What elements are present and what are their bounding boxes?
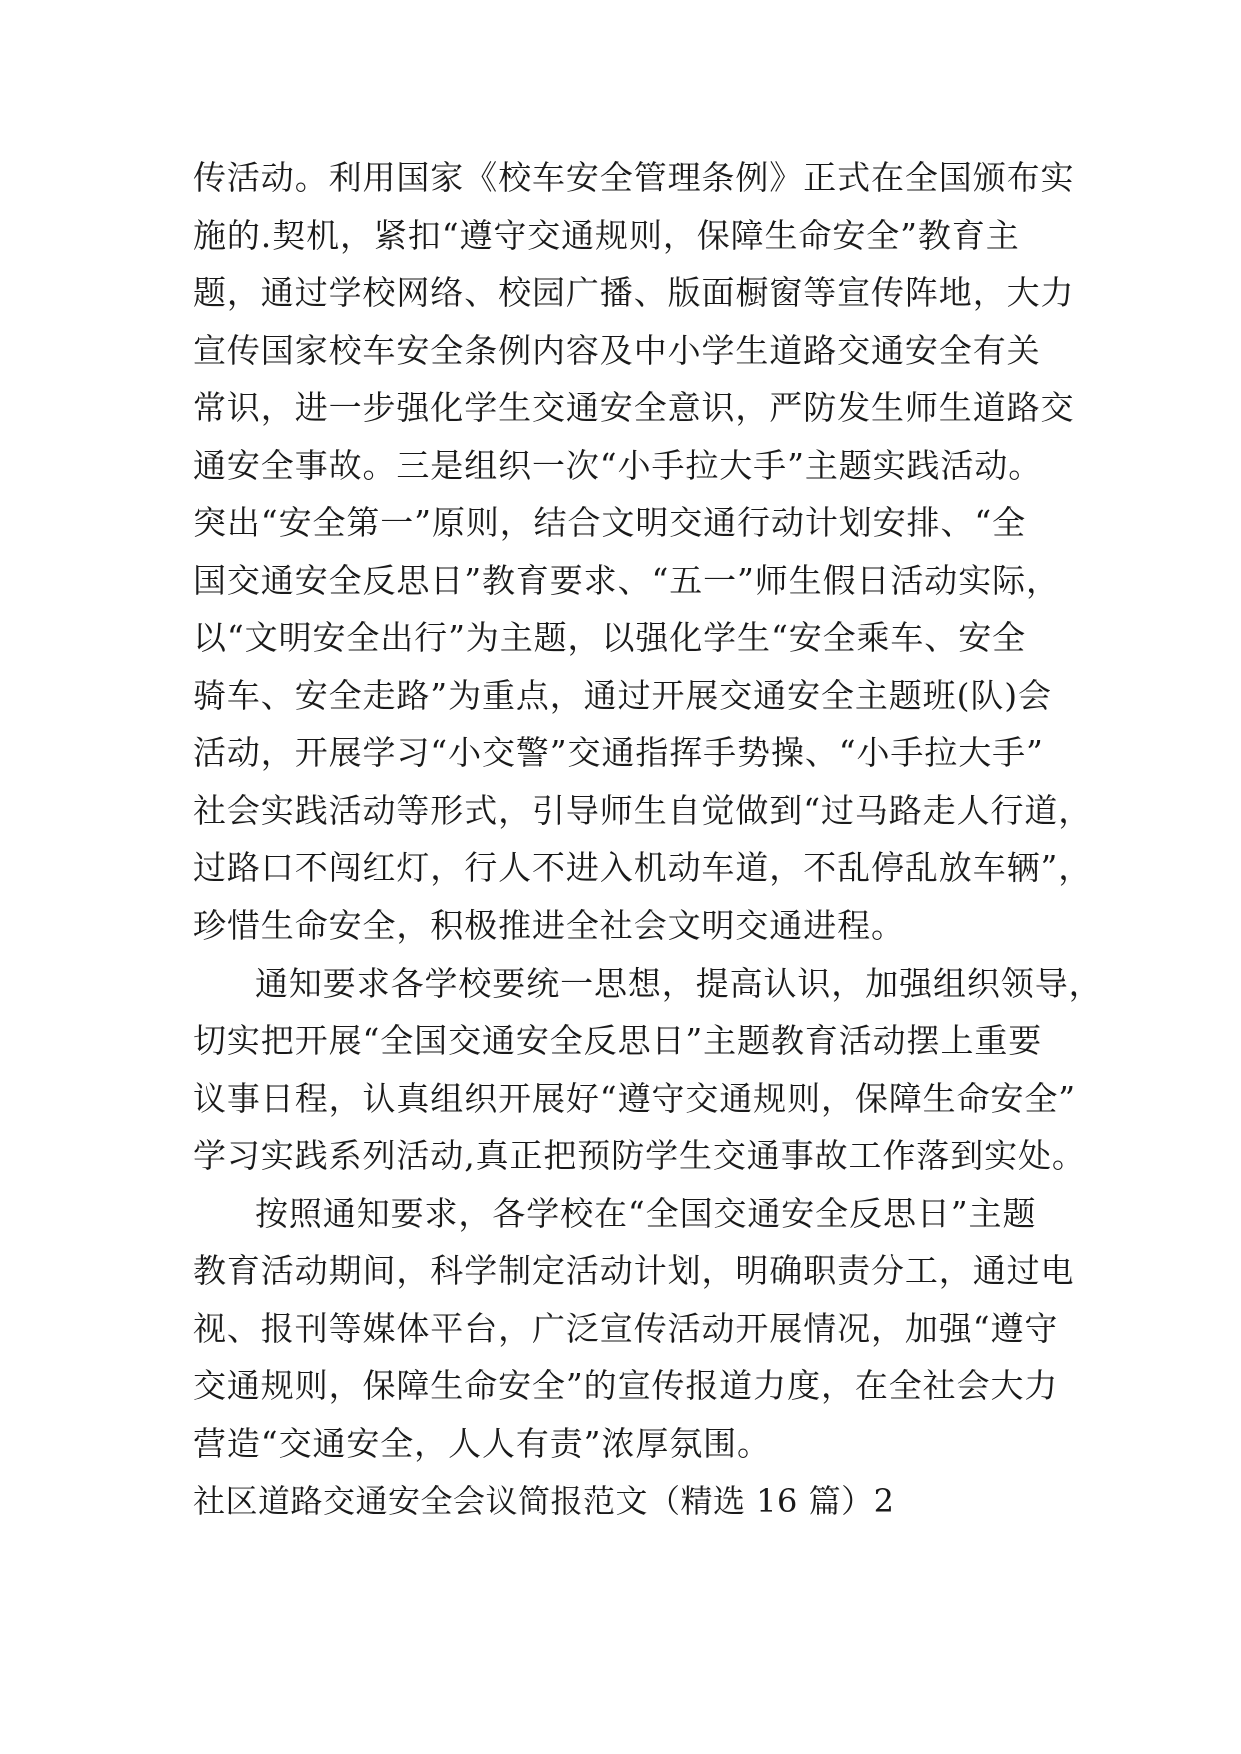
text-line: 以“文明安全出行”为主题，以强化学生“安全乘车、安全 bbox=[193, 618, 1027, 657]
text-line: 活动，开展学习“小交警”交通指挥手势操、“小手拉大手” bbox=[193, 733, 1044, 772]
text-line: 宣传国家校车安全条例内容及中小学生道路交通安全有关 bbox=[193, 331, 1041, 370]
text-line: 国交通安全反思日”教育要求、“五一”师生假日活动实际， bbox=[193, 561, 1060, 600]
text-line: 常识，进一步强化学生交通安全意识，严防发生师生道路交 bbox=[193, 388, 1075, 427]
text-line: 题，通过学校网络、校园广播、版面橱窗等宣传阵地，大力 bbox=[193, 273, 1075, 312]
text-line: 过路口不闯红灯，行人不进入机动车道，不乱停乱放车辆”， bbox=[193, 848, 1093, 887]
text-line: 骑车、安全走路”为重点，通过开展交通安全主题班(队)会 bbox=[193, 676, 1052, 715]
text-line: 教育活动期间，科学制定活动计划，明确职责分工，通过电 bbox=[193, 1251, 1075, 1290]
text-line: 按照通知要求，各学校在“全国交通安全反思日”主题 bbox=[255, 1194, 1037, 1233]
text-line: 视、报刊等媒体平台，广泛宣传活动开展情况，加强“遵守 bbox=[193, 1309, 1059, 1348]
text-line: 珍惜生命安全，积极推进全社会文明交通进程。 bbox=[193, 906, 905, 945]
text-line: 社会实践活动等形式，引导师生自觉做到“过马路走人行道， bbox=[193, 791, 1093, 830]
text-line: 通安全事故。三是组织一次“小手拉大手”主题实践活动。 bbox=[193, 446, 1043, 485]
text-line: 通知要求各学校要统一思想，提高认识，加强组织领导， bbox=[255, 964, 1103, 1003]
text-line: 突出“安全第一”原则，结合文明交通行动计划安排、“全 bbox=[193, 503, 1027, 542]
text-line: 施的.契机，紧扣“遵守交通规则，保障生命安全”教育主 bbox=[193, 216, 1020, 255]
text-line: 学习实践系列活动,真正把预防学生交通事故工作落到实处。 bbox=[193, 1136, 1086, 1175]
text-line: 营造“交通安全，人人有责”浓厚氛围。 bbox=[193, 1424, 771, 1463]
text-line: 议事日程，认真组织开展好“遵守交通规则，保障生命安全” bbox=[193, 1079, 1077, 1118]
section-heading: 社区道路交通安全会议简报范文（精选 16 篇）2 bbox=[193, 1482, 895, 1520]
text-line: 切实把开展“全国交通安全反思日”主题教育活动摆上重要 bbox=[193, 1021, 1043, 1060]
text-line: 交通规则，保障生命安全”的宣传报道力度，在全社会大力 bbox=[193, 1366, 1059, 1405]
text-line: 传活动。利用国家《校车安全管理条例》正式在全国颁布实 bbox=[193, 158, 1075, 197]
